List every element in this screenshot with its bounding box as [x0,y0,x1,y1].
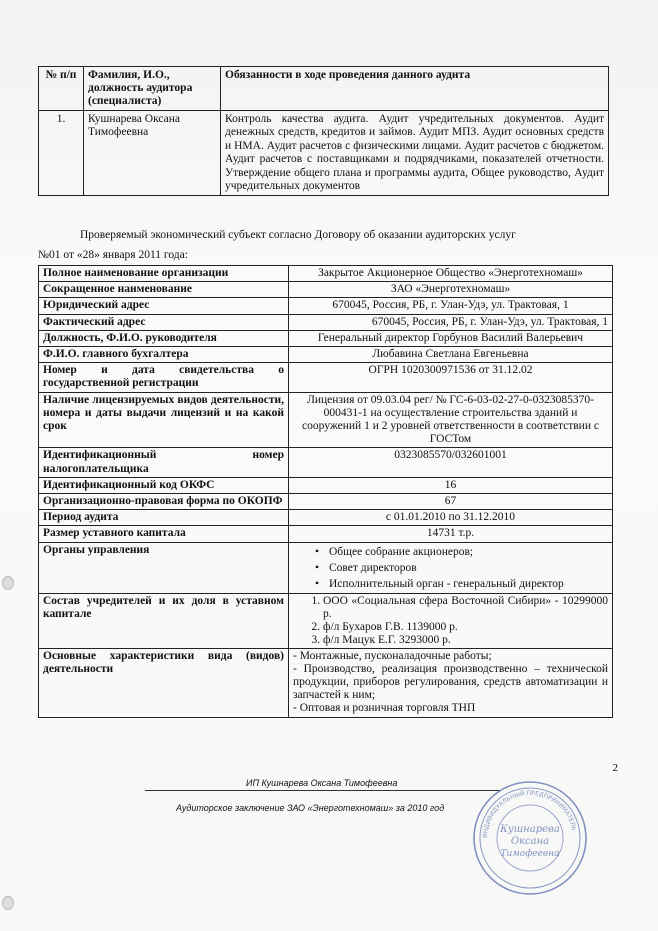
list-item: • Общее собрание акционеров; [315,544,608,560]
row-value: с 01.01.2010 по 31.12.2010 [289,510,613,526]
row-key: Состав учредителей и их доля в уставном капитале [39,593,289,648]
svg-text:Тимофеевна: Тимофеевна [500,849,560,859]
table-row [39,347,613,363]
row-value: 670045, Россия, РБ, г. Улан-Удэ, ул. Трактовая, 1 [289,314,613,330]
table-row [39,448,613,477]
management-list [293,544,608,592]
row-value: Лицензия от 09.03.04 рег/ № ГС-6-03-02-27-0-0323085370-000431-1 на осуществление строительства зданий и сооружений 1 и 2 уровней ответственности в соответствии с ГОСТом [289,392,613,448]
header-duties: Обязанности в ходе проведения данного аудита [221,67,609,111]
svg-text:ИНДИВИДУАЛЬНЫЙ ПРЕДПРИНИМАТЕЛЬ: ИНДИВИДУАЛЬНЫЙ ПРЕДПРИНИМАТЕЛЬ [481,789,578,839]
company-table [38,265,613,718]
table-row [39,111,609,196]
row-key: Наличие лицензируемых видов деятельности, номера и даты выдачи лицензий и на какой срок [39,392,289,448]
svg-text:Оксана: Оксана [510,836,550,847]
row-value: ЗАО «Энерготехномаш» [289,282,613,298]
row-value: Генеральный директор Горбунов Василий Валерьевич [289,330,613,346]
row-key: Фактический адрес [39,314,289,330]
row-key: Размер уставного капитала [39,526,289,542]
row-value: Закрытое Акционерное Общество «Энерготехномаш» [289,266,613,282]
row-key: Органы управления [39,542,289,593]
row-key: Сокращенное наименование [39,282,289,298]
row-value: 0323085570/032601001 [289,448,613,477]
table-row [39,494,613,510]
footer-caption: Аудиторское заключение ЗАО «Энерготехномаш» за 2010 год [176,803,445,813]
header-name: Фамилия, И.О., должность аудитора (специалиста) [84,67,221,111]
table-row [39,314,613,330]
row-value-list [289,542,613,593]
row-key: Должность, Ф.И.О. руководителя [39,330,289,346]
table-row [39,298,613,314]
row-value: Любавина Светлана Евгеньевна [289,347,613,363]
contract-paragraph: Проверяемый экономический субъект согласно Договору об оказании аудиторских услуг [80,229,516,241]
page-number: 2 [612,762,618,774]
table-row [39,330,613,346]
table-row [39,392,613,448]
table-row [39,526,613,542]
list-item: • Исполнительный орган - генеральный директор [315,576,608,592]
founders-list [293,595,608,647]
table-row [39,593,613,648]
auditor-table [38,66,609,196]
contract-paragraph-line2: №01 от «28» января 2011 года: [38,249,188,261]
punch-hole-icon [2,576,14,590]
row-key: Ф.И.О. главного бухгалтера [39,347,289,363]
footer-divider [145,790,500,791]
punch-hole-icon [2,896,14,910]
row-value-list [289,648,613,717]
row-value-list [289,593,613,648]
table-row [39,282,613,298]
header-num: № п/п [39,67,84,111]
row-key: Номер и дата свидетельства о государственной регистрации [39,363,289,392]
list-item: - Монтажные, пусконаладочные работы; [293,649,492,662]
list-item: - Оптовая и розничная торговля ТНП [293,702,476,715]
row-value: ОГРН 1020300971536 от 31.12.02 [289,363,613,392]
row-key: Идентификационный номер налогоплательщика [39,448,289,477]
svg-text:Кушнарева: Кушнарева [500,824,560,835]
list-item: 1. ООО «Социальная сфера Восточной Сибири» - 10299000 р. [323,595,608,621]
list-item: • Совет директоров [315,560,608,576]
list-item: 2. ф/л Бухаров Г.В. 1139000 р. [323,621,608,634]
table-header-row [39,67,609,111]
seal-stamp-icon [470,778,590,898]
row-key: Организационно-правовая форма по ОКОПФ [39,494,289,510]
row-name: Кушнарева Оксана Тимофеевна [84,111,221,196]
row-key: Основные характеристики вида (видов) деятельности [39,648,289,717]
row-value: 14731 т.р. [289,526,613,542]
row-key: Юридический адрес [39,298,289,314]
row-key: Период аудита [39,510,289,526]
table-row [39,477,613,493]
footer-author: ИП Кушнарева Оксана Тимофеевна [246,778,398,788]
table-row [39,648,613,717]
row-duties: Контроль качества аудита. Аудит учредительных документов. Аудит денежных средств, кредитов и займов. Аудит МПЗ. Аудит основных средств и НМА. Аудит расчетов с физическими лицами. Аудит расчетов с бюджетом. Аудит расчетов с поставщиками и подрядчиками, показателей отчетности. Утверждение общего плана и программы аудита, Общее руководство, Аудит учредительных документов [221,111,609,196]
table-row [39,542,613,593]
row-key: Полное наименование организации [39,266,289,282]
table-row [39,266,613,282]
row-num: 1. [39,111,84,196]
list-item: - Производство, реализация производственно – технической продукции, приборов регулирования, средств автоматизации и запчастей к ним; [293,662,608,702]
row-value: 670045, Россия, РБ, г. Улан-Удэ, ул. Трактовая, 1 [289,298,613,314]
row-value: 67 [289,494,613,510]
row-value: 16 [289,477,613,493]
list-item: 3. ф/л Мацук Е.Г. 3293000 р. [323,634,608,647]
row-key: Идентификационный код ОКФС [39,477,289,493]
table-row [39,363,613,392]
table-row [39,510,613,526]
